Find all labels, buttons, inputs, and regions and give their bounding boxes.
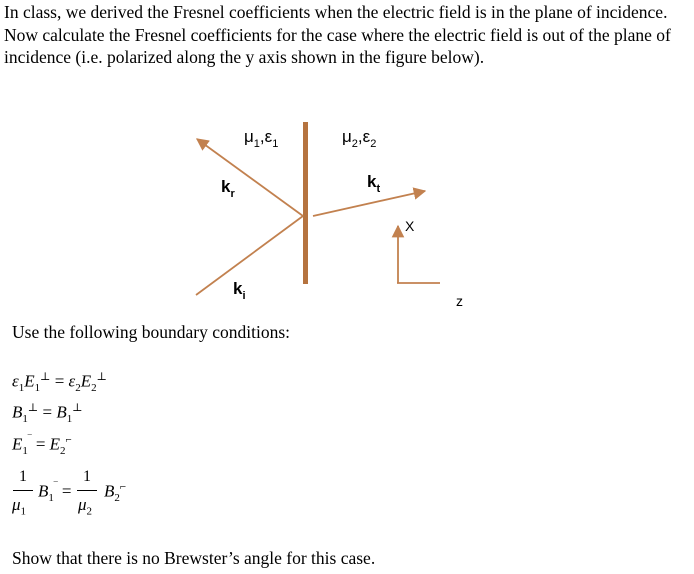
equation-1: $\varepsilon_1E_1^\perp = \varepsilon_2E_2^\perp$ (12, 371, 107, 395)
problem-intro: In class, we derived the Fresnel coefficients when the electric field is in the plane of incidence. Now calculate the Fresnel coefficients for the case where the electric field is out of the plane of incidence (i.e. polarized along the y axis shown in the figure below). (4, 2, 671, 67)
closing-question: Show that there is no Brewster’s angle for this case. (12, 548, 376, 568)
ki-label: $k_i$ (233, 279, 246, 302)
equation-4: 1 $\mu_1$ $B_1^‾$ = 1 $\mu_2$ $B_2^⌐$ (12, 468, 127, 518)
medium1-label: $\mu_1,\varepsilon_1$ (244, 127, 279, 150)
kt-label: $k_t$ (367, 172, 381, 195)
equation-3: $E_1^‾ = E_2^⌐$ (12, 434, 72, 458)
reflected-ray (197, 139, 303, 216)
equation-2: $B_1^\perp = B_1^\perp$ (12, 402, 83, 426)
conditions-title: Use the following boundary conditions: (12, 322, 291, 342)
medium2-label: $\mu_2,\varepsilon_2$ (342, 127, 377, 150)
kr-label: $k_r$ (221, 177, 235, 200)
incident-ray (196, 216, 303, 295)
interface-boundary (303, 122, 308, 284)
z-axis-label: z (456, 293, 463, 309)
x-axis-label: X (405, 218, 415, 234)
